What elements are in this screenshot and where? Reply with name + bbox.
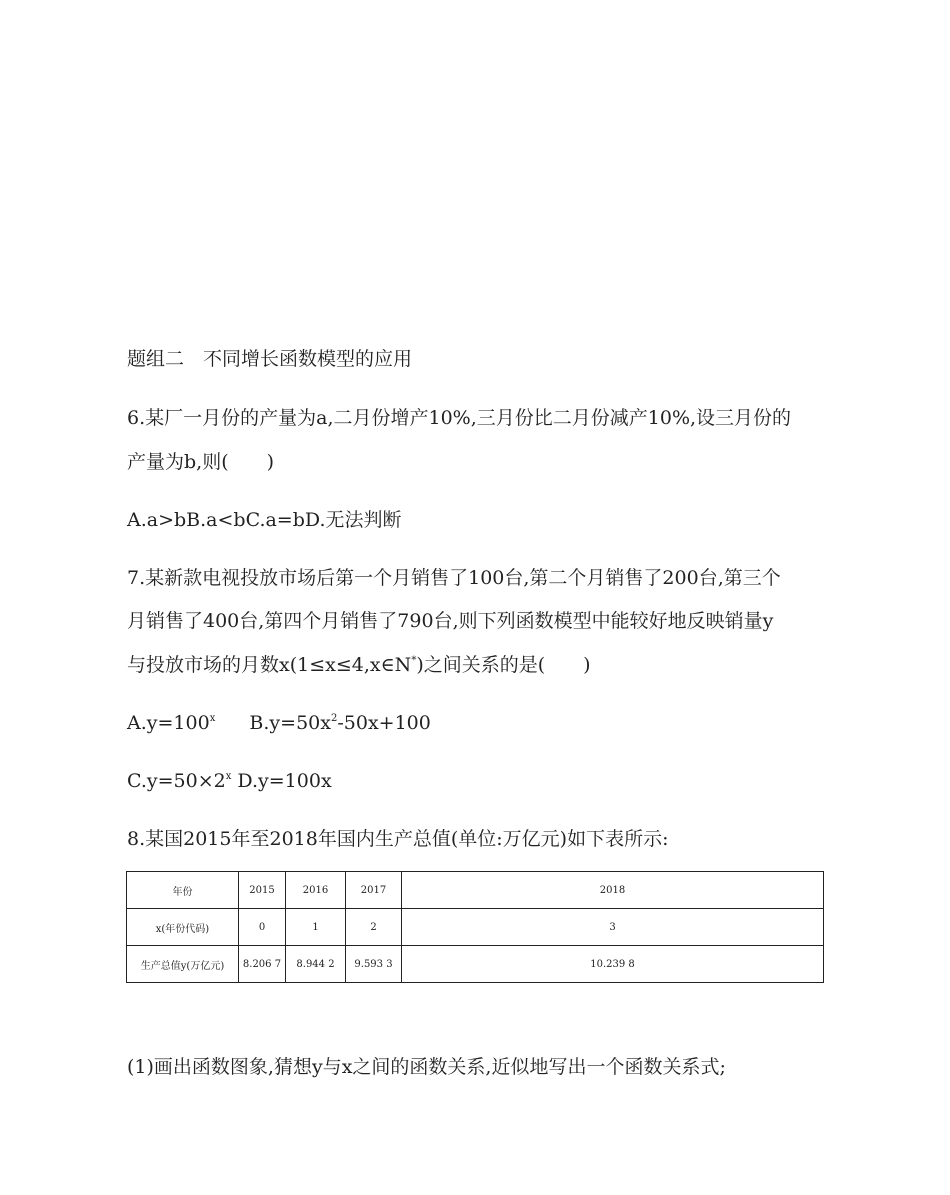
- option-c: [127, 770, 231, 792]
- question-7-options-ab: [127, 711, 431, 735]
- q7-line3-sup: *: [411, 655, 417, 666]
- option-c-text: C.y=50×2: [127, 770, 226, 792]
- question-7-line-1: 7.某新款电视投放市场后第一个月销售了100台,第二个月销售了200台,第三个: [127, 567, 781, 589]
- table-cell: 9.593 3: [346, 946, 402, 983]
- table-cell: 10.239 8: [402, 946, 824, 983]
- q7-line3-text-end: )之间关系的是( ): [416, 654, 591, 676]
- table-cell: 3: [402, 909, 824, 946]
- q7-line3-text: 与投放市场的月数x(1≤x≤4,x∈N: [127, 654, 412, 676]
- option-b-sup: 2: [330, 713, 338, 724]
- option-c-sup: x: [225, 771, 232, 782]
- table-cell: 2018: [402, 872, 824, 909]
- question-7-line-2: 月销售了400台,第四个月销售了790台,则下列函数模型中能较好地反映销量y: [127, 610, 774, 632]
- question-6-options: A.a>bB.a<bC.a=bD.无法判断: [127, 509, 402, 531]
- table-cell: 8.944 2: [286, 946, 346, 983]
- option-d: D.y=100x: [231, 770, 332, 792]
- question-7-options-cd: [127, 769, 332, 793]
- option-b: [249, 712, 430, 734]
- question-8-part-1: (1)画出函数图象,猜想y与x之间的函数关系,近似地写出一个函数关系式;: [127, 1056, 726, 1078]
- option-b-text-end: -50x+100: [337, 712, 431, 734]
- table-cell: 生产总值y(万亿元): [127, 946, 239, 983]
- section-title: 题组二 不同增长函数模型的应用: [127, 348, 413, 370]
- table-cell: x(年份代码): [127, 909, 239, 946]
- table-cell: 2017: [346, 872, 402, 909]
- table-cell: 2015: [239, 872, 286, 909]
- table-cell: 2016: [286, 872, 346, 909]
- table-row: [127, 946, 824, 983]
- question-6-line-1: 6.某厂一月份的产量为a,二月份增产10%,三月份比二月份减产10%,设三月份的: [127, 407, 792, 429]
- table-row: [127, 872, 824, 909]
- option-b-text: B.y=50x: [249, 712, 331, 734]
- table-cell: 0: [239, 909, 286, 946]
- table-cell: 2: [346, 909, 402, 946]
- table-cell: 8.206 7: [239, 946, 286, 983]
- gdp-table: [126, 871, 824, 983]
- option-a-sup: x: [209, 713, 216, 724]
- question-6-line-2: 产量为b,则( ): [127, 451, 275, 473]
- table-cell: 1: [286, 909, 346, 946]
- option-a: [127, 712, 215, 734]
- table-cell: 年份: [127, 872, 239, 909]
- table-row: [127, 909, 824, 946]
- question-8-intro: 8.某国2015年至2018年国内生产总值(单位:万亿元)如下表所示:: [127, 828, 669, 850]
- question-7-line-3: [127, 653, 591, 677]
- option-a-text: A.y=100: [127, 712, 210, 734]
